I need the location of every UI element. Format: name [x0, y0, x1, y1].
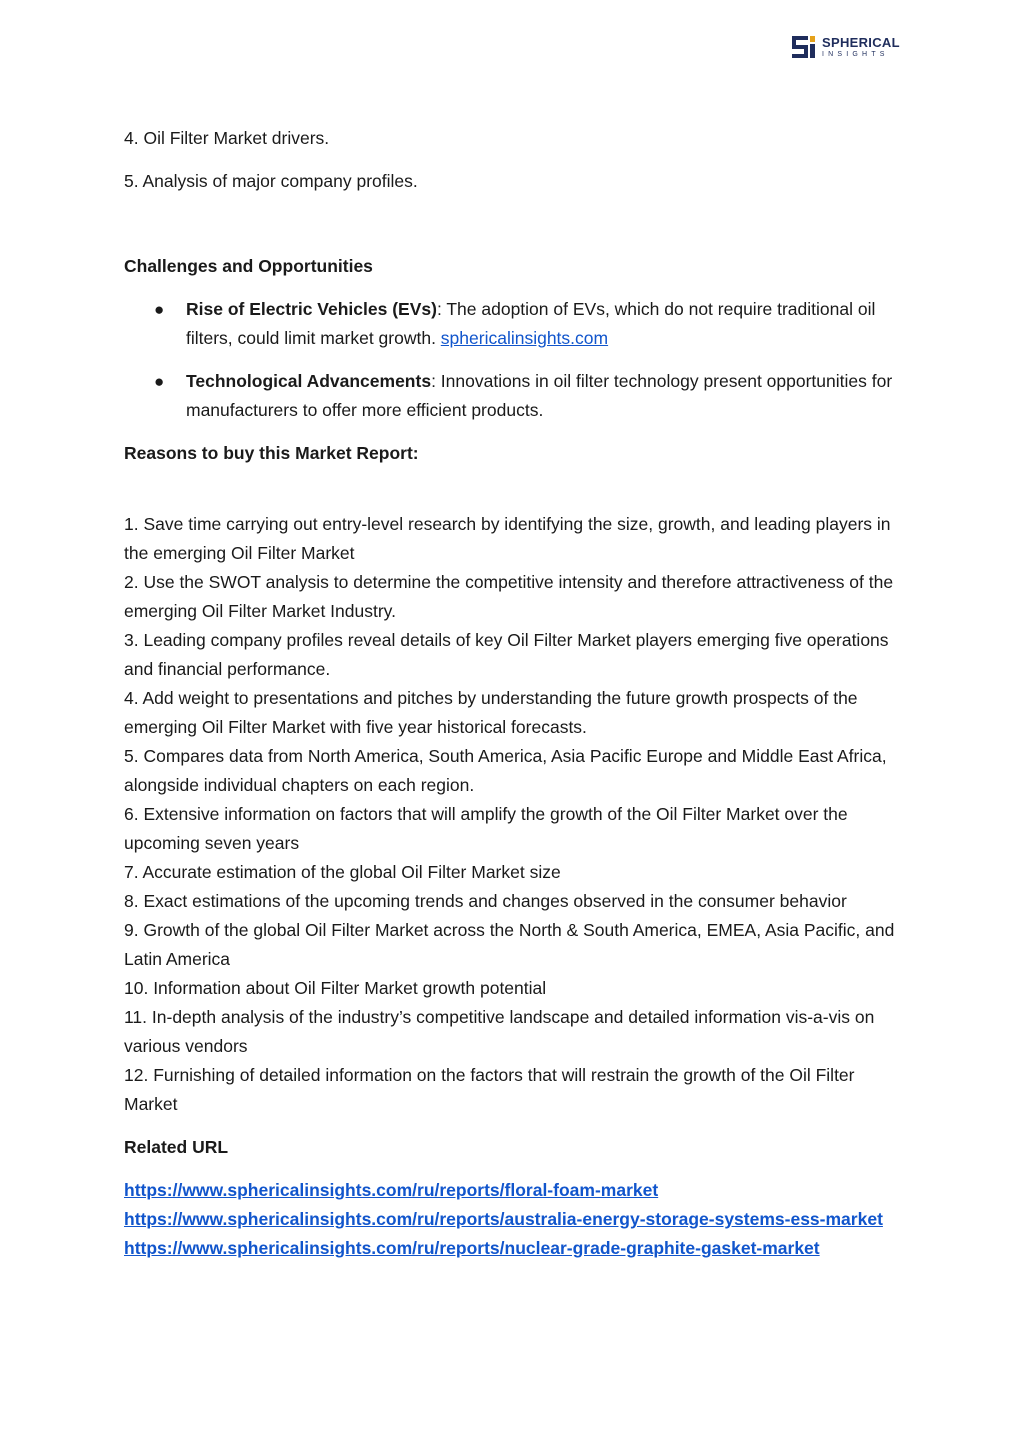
- brand-tagline: INSIGHTS: [822, 51, 889, 58]
- related-url-link[interactable]: https://www.sphericalinsights.com/ru/reports/floral-foam-market: [124, 1180, 659, 1200]
- list-item: 7. Accurate estimation of the global Oil Filter Market size: [124, 862, 561, 882]
- document-body: [124, 124, 904, 1263]
- reasons-heading: Reasons to buy this Market Report:: [124, 443, 419, 463]
- related-url-list: [124, 1176, 904, 1263]
- related-url-heading: Related URL: [124, 1137, 229, 1157]
- challenge-text: : Innovations in oil filter technology present opportunities for manufacturers to offer more efficient products.: [186, 371, 893, 420]
- list-item: 1. Save time carrying out entry-level research by identifying the size, growth, and leading players in the emerging Oil Filter Market: [124, 514, 891, 563]
- list-item: 5. Compares data from North America, South America, Asia Pacific Europe and Middle East Africa, alongside individual chapters on each region.: [124, 746, 887, 795]
- list-item: 3. Leading company profiles reveal details of key Oil Filter Market players emerging five operations and financial performance.: [124, 630, 889, 679]
- challenges-heading: Challenges and Opportunities: [124, 256, 373, 276]
- list-item: 9. Growth of the global Oil Filter Market across the North & South America, EMEA, Asia Pacific, and Latin America: [124, 920, 895, 969]
- related-url-link[interactable]: https://www.sphericalinsights.com/ru/reports/australia-energy-storage-systems-ess-market: [124, 1209, 883, 1229]
- challenge-text: : The adoption of EVs, which do not require traditional oil filters, could limit market growth.: [186, 299, 876, 348]
- list-item: 4. Add weight to presentations and pitches by understanding the future growth prospects of the emerging Oil Filter Market with five year historical forecasts.: [124, 688, 858, 737]
- list-item: 6. Extensive information on factors that will amplify the growth of the Oil Filter Market over the upcoming seven years: [124, 804, 848, 853]
- reasons-list: [124, 510, 904, 1119]
- list-item: 10. Information about Oil Filter Market growth potential: [124, 978, 547, 998]
- list-item: 8. Exact estimations of the upcoming trends and changes observed in the consumer behavior: [124, 891, 847, 911]
- brand-name: SPHERICAL: [822, 35, 900, 50]
- list-item: [124, 367, 904, 425]
- challenge-title: Rise of Electric Vehicles (EVs): [186, 299, 437, 319]
- list-item: 11. In-depth analysis of the industry’s competitive landscape and detailed information vis-a-vis on various vendors: [124, 1007, 875, 1056]
- challenges-list: [124, 295, 904, 425]
- bullet-icon: ●: [154, 300, 165, 319]
- list-item: 12. Furnishing of detailed information on the factors that will restrain the growth of the Oil Filter Market: [124, 1065, 855, 1114]
- brand-logo: [792, 36, 900, 58]
- list-item: 2. Use the SWOT analysis to determine the competitive intensity and therefore attractiveness of the emerging Oil Filter Market Industry.: [124, 572, 894, 621]
- bullet-icon: ●: [154, 372, 165, 391]
- sphericalinsights-link[interactable]: sphericalinsights.com: [440, 328, 609, 348]
- spherical-insights-logo-icon: [792, 36, 816, 58]
- related-url-link[interactable]: https://www.sphericalinsights.com/ru/reports/nuclear-grade-graphite-gasket-market: [124, 1238, 820, 1258]
- toc-item: 5. Analysis of major company profiles.: [124, 171, 418, 191]
- list-item: [124, 295, 904, 353]
- toc-item: 4. Oil Filter Market drivers.: [124, 128, 330, 148]
- challenge-title: Technological Advancements: [186, 371, 432, 391]
